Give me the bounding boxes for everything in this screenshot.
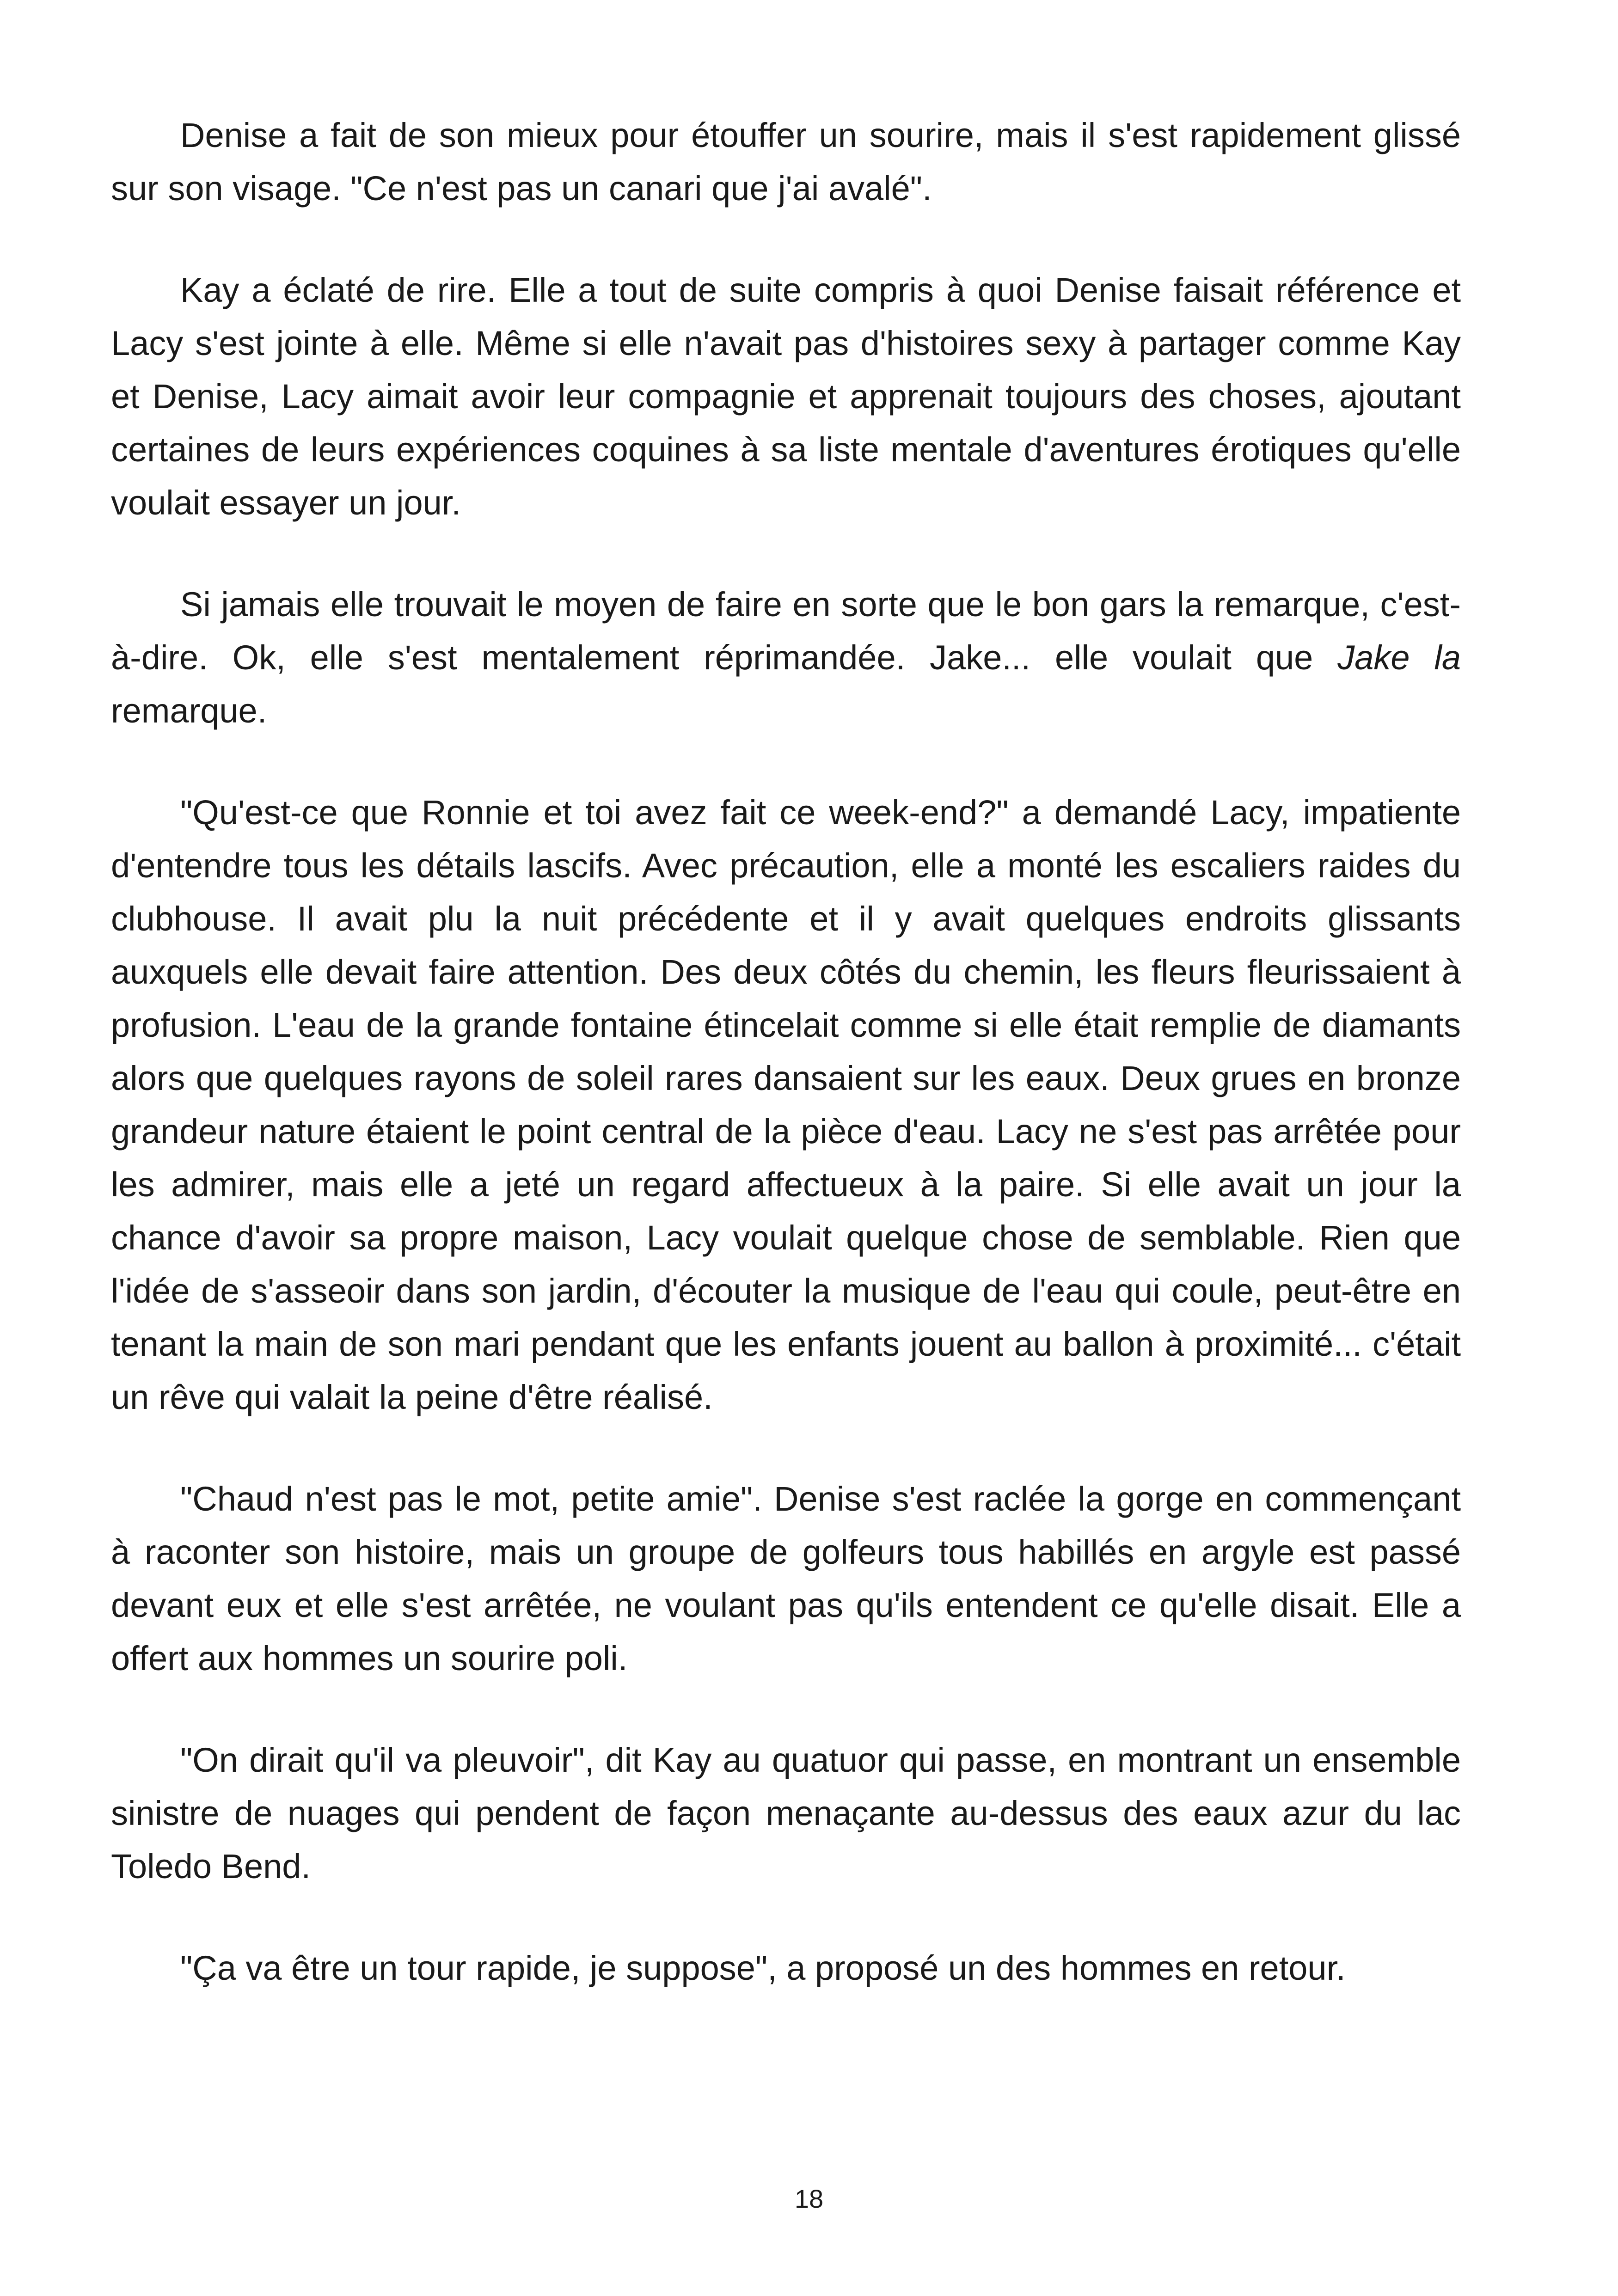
paragraph-text: Kay a éclaté de rire. Elle a tout de suite compris à quoi Denise faisait référence et Lacy s'est jointe à elle. Même si elle n'avait pas d'histoires sexy à partager comme Kay et Denise, Lacy aimait avoir leur compagnie et apprenait toujours des choses, ajoutant certaines de leurs expériences coquines à sa liste mentale d'aventures érotiques qu'elle voulait essayer un jour. xyxy=(111,271,1461,522)
paragraph xyxy=(111,263,1461,529)
paragraph xyxy=(111,786,1461,1424)
paragraph-text: Si jamais elle trouvait le moyen de faire en sorte que le bon gars la remarque, c'est-à-dire. Ok, elle s'est mentalement réprimandée. Jake... elle voulait que xyxy=(111,585,1461,677)
page-number: 18 xyxy=(794,2184,824,2213)
paragraph-text: "Chaud n'est pas le mot, petite amie". Denise s'est raclée la gorge en commençant à raconter son histoire, mais un groupe de golfeurs tous habillés en argyle est passé devant eux et elle s'est arrêtée, ne voulant pas qu'ils entendent ce qu'elle disait. Elle a offert aux hommes un sourire poli. xyxy=(111,1480,1461,1678)
paragraph-text: "Ça va être un tour rapide, je suppose", a proposé un des hommes en retour. xyxy=(180,1949,1346,1987)
paragraph-text: "On dirait qu'il va pleuvoir", dit Kay au quatuor qui passe, en montrant un ensemble sinistre de nuages qui pendent de façon menaçante au-dessus des eaux azur du lac Toledo Bend. xyxy=(111,1741,1461,1886)
paragraph-text: "Qu'est-ce que Ronnie et toi avez fait ce week-end?" a demandé Lacy, impatiente d'entendre tous les détails lascifs. Avec précaution, elle a monté les escaliers raides du clubhouse. Il avait plu la nuit précédente et il y avait quelques endroits glissants auxquels elle devait faire attention. Des deux côtés du chemin, les fleurs fleurissaient à profusion. L'eau de la grande fontaine étincelait comme si elle était remplie de diamants alors que quelques rayons de soleil rares dansaient sur les eaux. Deux grues en bronze grandeur nature étaient le point central de la pièce d'eau. Lacy ne s'est pas arrêtée pour les admirer, mais elle a jeté un regard affectueux à la paire. Si elle avait un jour la chance d'avoir sa propre maison, Lacy voulait quelque chose de semblable. Rien que l'idée de s'asseoir dans son jardin, d'écouter la musique de l'eau qui coule, peut-être en tenant la main de son mari pendant que les enfants jouent au ballon à proximité... c'était un rêve qui valait la peine d'être réalisé. xyxy=(111,793,1461,1416)
paragraph xyxy=(111,578,1461,737)
emphasized-text: Jake la xyxy=(1337,638,1461,677)
paragraph xyxy=(111,1472,1461,1685)
paragraph xyxy=(111,1941,1461,1995)
paragraph xyxy=(111,109,1461,215)
paragraph-text: remarque. xyxy=(111,692,267,730)
body-text xyxy=(111,109,1461,1995)
paragraph xyxy=(111,1733,1461,1893)
paragraph-text: Denise a fait de son mieux pour étouffer un sourire, mais il s'est rapidement glissé sur son visage. "Ce n'est pas un canari que j'ai avalé". xyxy=(111,116,1461,208)
